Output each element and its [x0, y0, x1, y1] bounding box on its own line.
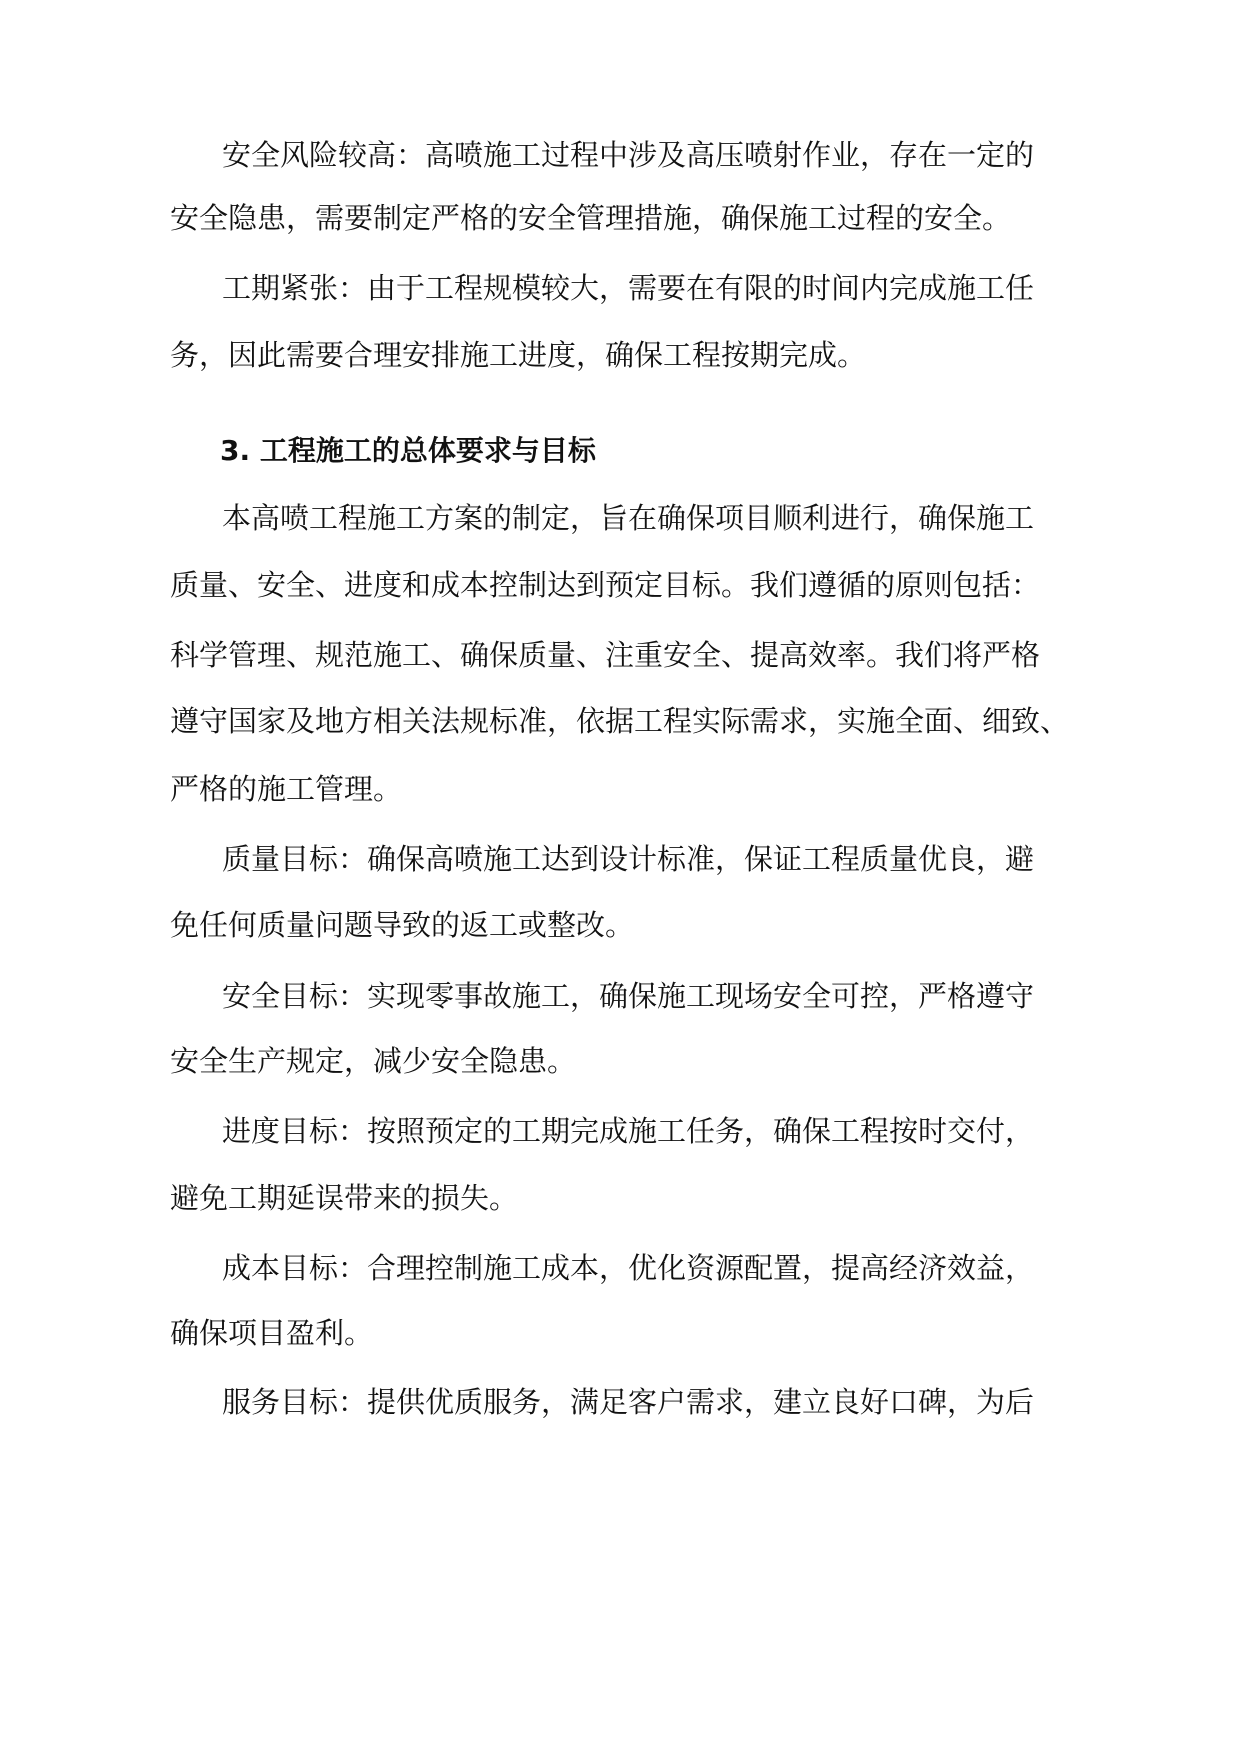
paragraph-line: 避免工期延误带来的损失。: [170, 1181, 519, 1215]
paragraph-line: 安全隐患，需要制定严格的安全管理措施，确保施工过程的安全。: [170, 201, 1012, 235]
section-heading: 3. 工程施工的总体要求与目标: [220, 434, 596, 467]
paragraph-line: 本高喷工程施工方案的制定，旨在确保项目顺利进行，确保施工: [222, 501, 1035, 535]
paragraph-line: 服务目标：提供优质服务，满足客户需求，建立良好口碑，为后: [222, 1385, 1035, 1419]
paragraph-line: 科学管理、规范施工、确保质量、注重安全、提高效率。我们将严格: [170, 638, 1041, 672]
paragraph-line: 免任何质量问题导致的返工或整改。: [170, 908, 635, 942]
paragraph-line: 质量目标：确保高喷施工达到设计标准，保证工程质量优良，避: [222, 842, 1035, 876]
paragraph-line: 安全生产规定，减少安全隐患。: [170, 1044, 577, 1078]
paragraph-line: 遵守国家及地方相关法规标准，依据工程实际需求，实施全面、细致、: [170, 704, 1070, 738]
paragraph-line: 安全风险较高：高喷施工过程中涉及高压喷射作业，存在一定的: [222, 138, 1035, 172]
paragraph-line: 严格的施工管理。: [170, 772, 403, 806]
paragraph-line: 工期紧张：由于工程规模较大，需要在有限的时间内完成施工任: [222, 271, 1035, 305]
paragraph-line: 进度目标：按照预定的工期完成施工任务，确保工程按时交付，: [222, 1114, 1035, 1148]
paragraph-line: 质量、安全、进度和成本控制达到预定目标。我们遵循的原则包括：: [170, 568, 1041, 602]
paragraph-line: 安全目标：实现零事故施工，确保施工现场安全可控，严格遵守: [222, 979, 1035, 1013]
paragraph-line: 成本目标：合理控制施工成本，优化资源配置，提高经济效益，: [222, 1251, 1035, 1285]
paragraph-line: 确保项目盈利。: [170, 1316, 374, 1350]
paragraph-line: 务，因此需要合理安排施工进度，确保工程按期完成。: [170, 338, 867, 372]
